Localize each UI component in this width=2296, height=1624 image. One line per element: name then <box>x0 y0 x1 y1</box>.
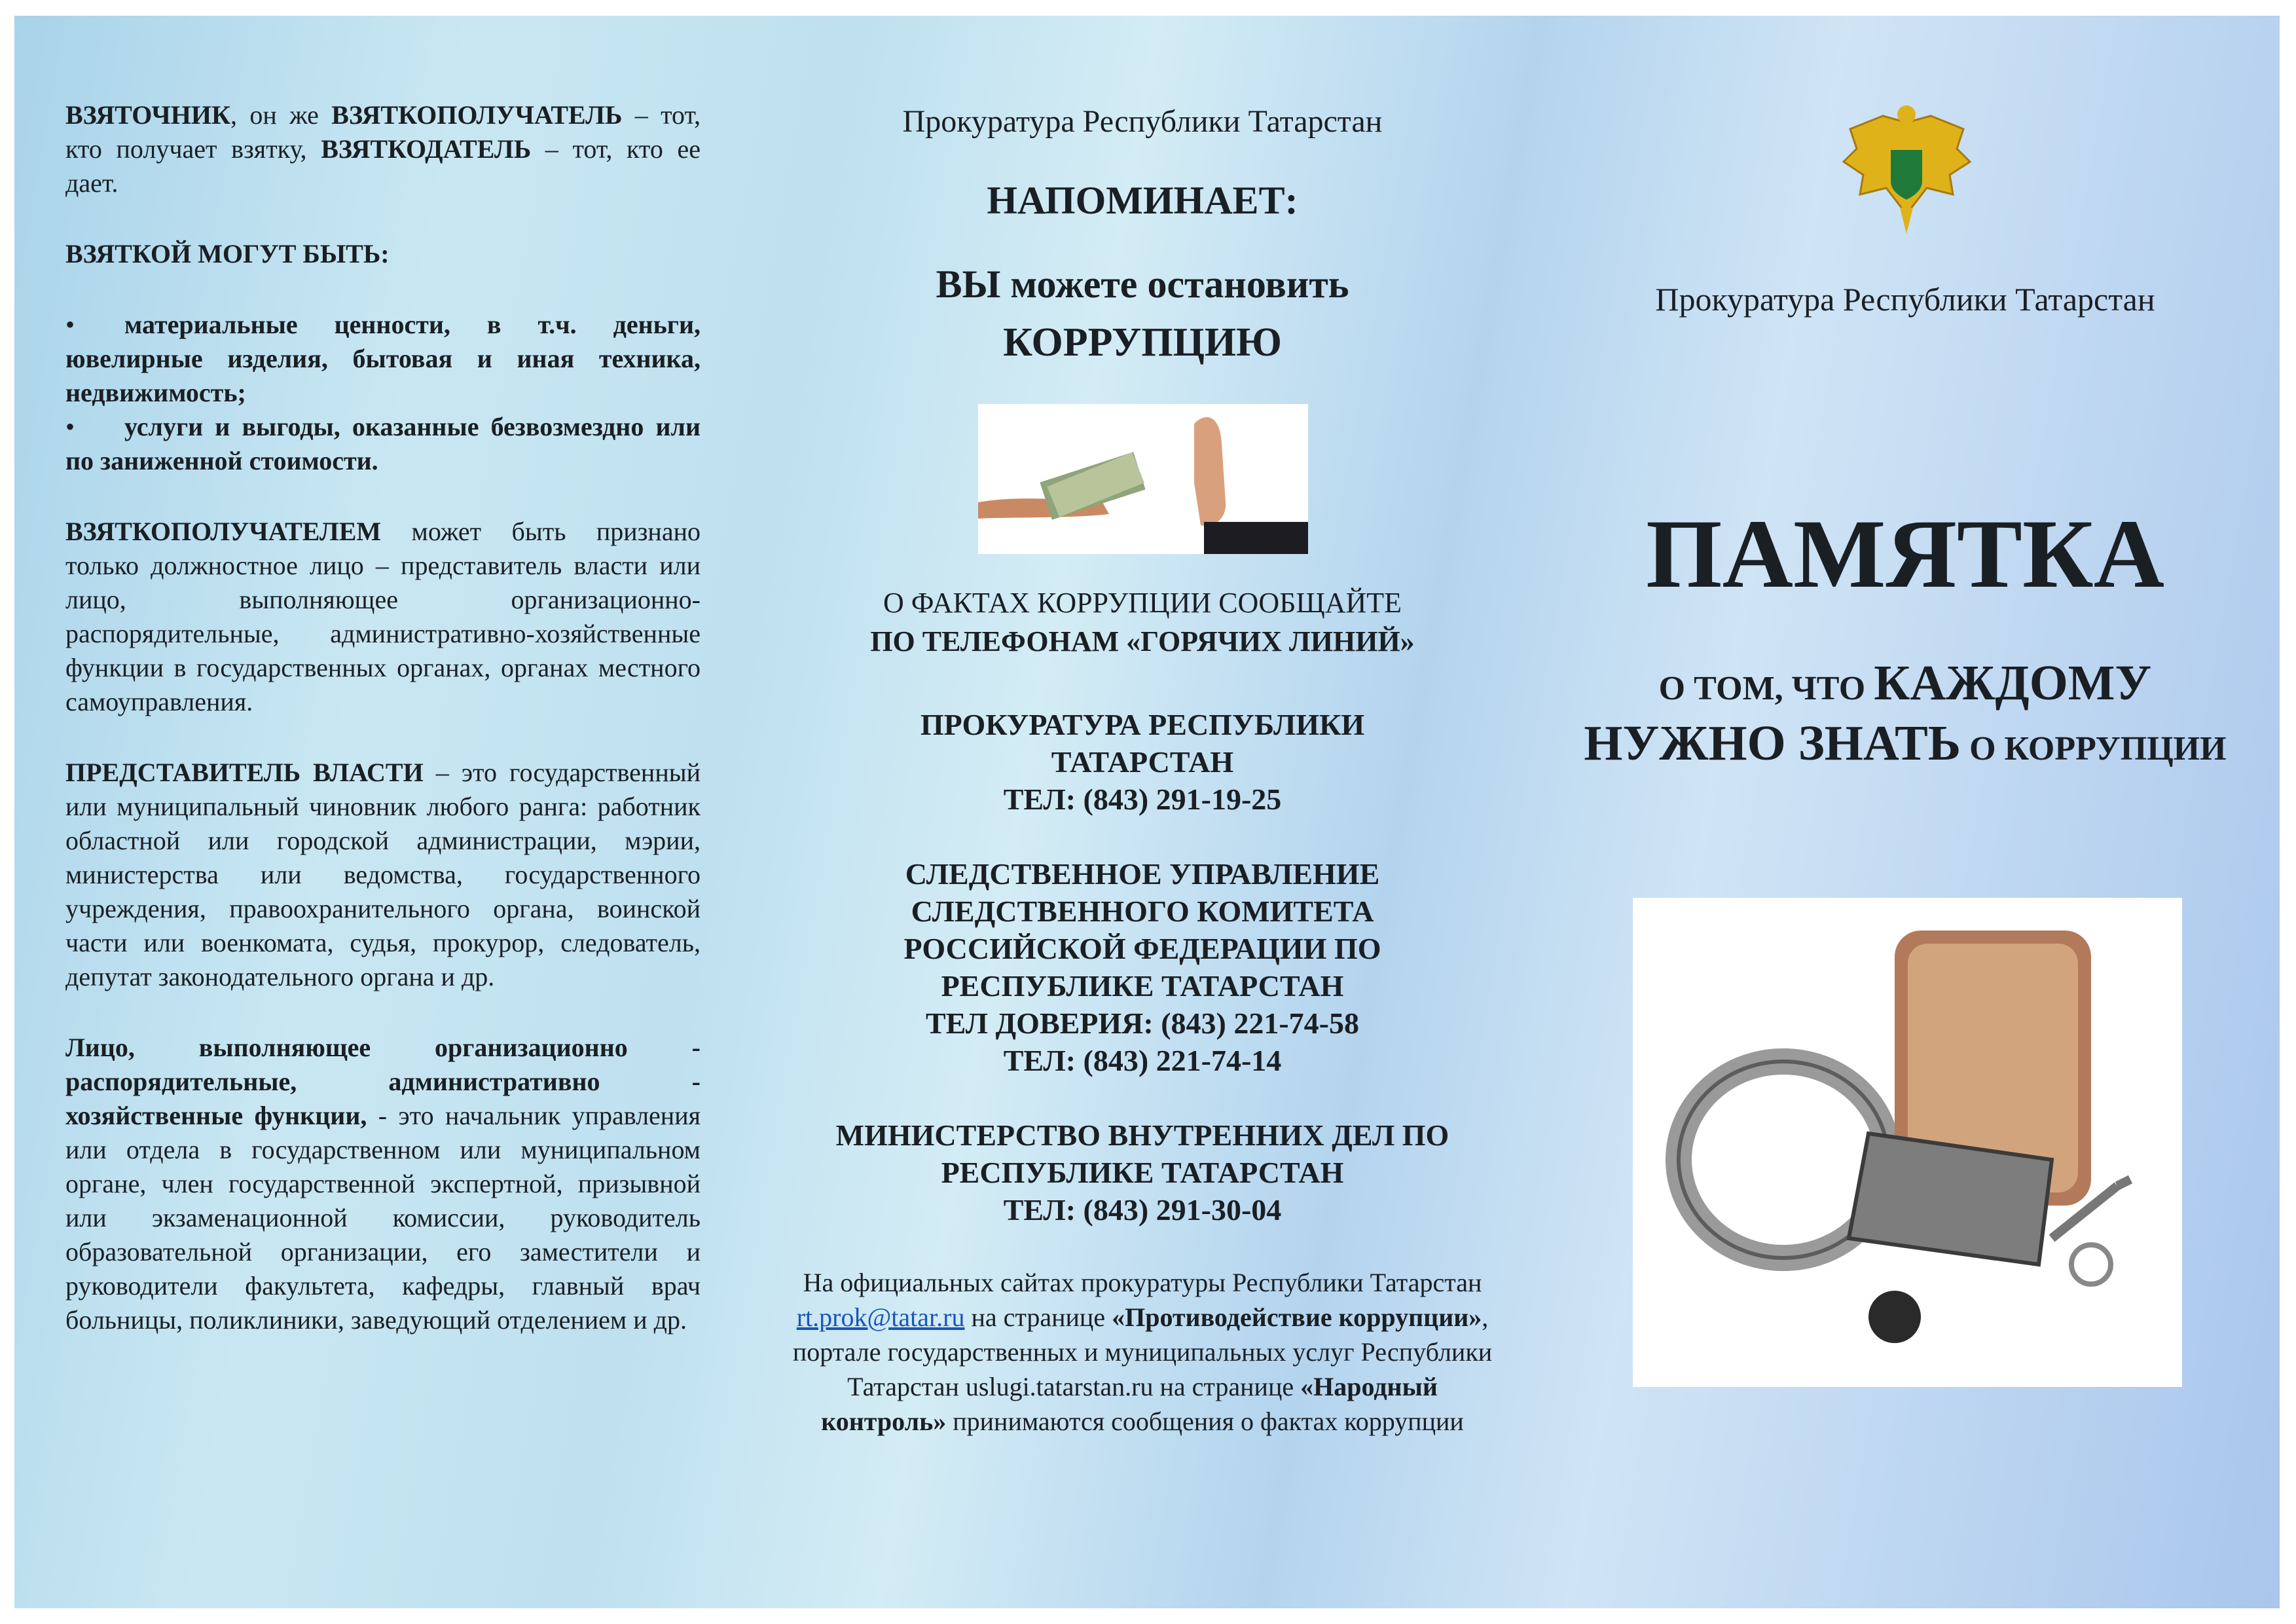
contact-line: ПРОКУРАТУРА РЕСПУБЛИКИ <box>920 708 1365 741</box>
list-item-text: услуги и выгоды, оказанные безвозмездно или по заниженной стоимости. <box>65 412 701 475</box>
contact-line: РЕСПУБЛИКЕ ТАТАРСТАН <box>941 1156 1344 1189</box>
text: может быть признано только должностное лицо – представитель власти или лицо, выполняющее организационно-распорядительные, административно-хозяйственные функции в государственных органах, органах местного самоуправления. <box>65 517 701 716</box>
text: НУЖНО ЗНАТЬ <box>1584 716 1961 771</box>
text: на странице <box>964 1302 1112 1332</box>
reminds-heading: НАПОМИНАЕТ: <box>987 179 1298 222</box>
term: ВЗЯТОЧНИК <box>65 100 231 130</box>
contact-line: ТАТАРСТАН <box>1051 745 1234 779</box>
subtitle-line-2 <box>1525 715 2285 772</box>
contact-interior-ministry <box>786 1116 1499 1228</box>
text: принимаются сообщения о фактах коррупции <box>946 1407 1464 1436</box>
definition-official <box>65 1031 701 1337</box>
text: – тот, кто получает взятку, <box>65 100 701 164</box>
contact-investigative-committee <box>786 855 1499 1079</box>
definition-bribe-taker <box>65 98 701 200</box>
list-item-text: материальные ценности, в т.ч. деньги, ювелирные изделия, бытовая и иная техника, недвижимость; <box>65 310 701 407</box>
slogan-line-1: ВЫ можете остановить <box>936 263 1349 306</box>
contact-line: РОССИЙСКОЙ ФЕДЕРАЦИИ ПО <box>903 932 1381 965</box>
list-item <box>65 410 701 478</box>
term: ВЗЯТКОДАТЕЛЬ <box>321 134 532 164</box>
definitions-column <box>65 98 701 1374</box>
contact-phone[interactable]: ТЕЛ: (843) 221-74-14 <box>1003 1044 1282 1077</box>
email-link[interactable]: rt.prok@tatar.ru <box>796 1302 965 1332</box>
report-line-2: ПО ТЕЛЕФОНАМ «ГОРЯЧИХ ЛИНИЙ» <box>870 625 1415 657</box>
definition-recipient <box>65 515 701 719</box>
term: Лицо, выполняющее организационно - распорядительные, административно - хозяйственные функции, <box>65 1033 701 1130</box>
term: ВЗЯТКОПОЛУЧАТЕЛЬ <box>331 100 623 130</box>
text: На официальных сайтах прокуратуры Республики Татарстан <box>803 1268 1482 1297</box>
handcuffs-money-image <box>1633 898 2182 1387</box>
contacts-column <box>786 0 1499 1624</box>
bribe-types <box>65 237 701 271</box>
term: ПРЕДСТАВИТЕЛЬ ВЛАСТИ <box>65 758 424 787</box>
page-name: «Противодействие коррупции» <box>1112 1302 1482 1332</box>
text: О КОРРУПЦИИ <box>1961 730 2227 767</box>
cover-column <box>1525 0 2285 1624</box>
text: О ТОМ, ЧТО <box>1658 670 1874 707</box>
definition-authority <box>65 756 701 994</box>
text: КАЖДОМУ <box>1874 655 2152 710</box>
term: ВЗЯТКОПОЛУЧАТЕЛЕМ <box>65 517 382 546</box>
text: - это начальник управления или отдела в государственном или муниципальном органе, член государственной экспертной, призывной или экзаменационной комиссии, руководитель образовательной организации, его заместители и руководители факультета, кафедры, главный врач больницы, поликлиники, заведующий отделением и др. <box>65 1101 701 1335</box>
list-item <box>65 308 701 410</box>
section-heading: ВЗЯТКОЙ МОГУТ БЫТЬ: <box>65 239 390 268</box>
text: – тот, кто ее дает. <box>65 134 701 198</box>
contact-phone[interactable]: ТЕЛ: (843) 291-30-04 <box>1003 1193 1282 1227</box>
text: , портале государственных и муниципальных услуг Республики Татарстан uslugi.tatarstan.ru на странице <box>792 1302 1493 1401</box>
online-reporting-note <box>792 1265 1493 1439</box>
bribe-refusal-image <box>978 404 1308 554</box>
contact-line: СЛЕДСТВЕННОГО КОМИТЕТА <box>911 895 1374 928</box>
organization-name: Прокуратура Республики Татарстан <box>902 104 1383 139</box>
contact-line: СЛЕДСТВЕННОЕ УПРАВЛЕНИЕ <box>905 857 1380 891</box>
text: , он же <box>230 100 332 130</box>
organization-name: Прокуратура Республики Татарстан <box>1655 281 2155 318</box>
report-line-1: О ФАКТАХ КОРРУПЦИИ СООБЩАЙТЕ <box>883 587 1402 619</box>
page-name: «Народный контроль» <box>821 1372 1438 1436</box>
contact-line: МИНИСТЕРСТВО ВНУТРЕННИХ ДЕЛ ПО <box>835 1118 1449 1152</box>
bribe-types-list <box>65 308 701 478</box>
contact-phone[interactable]: ТЕЛ: (843) 291-19-25 <box>1003 783 1282 816</box>
brochure-title: ПАМЯТКА <box>1645 500 2165 608</box>
emblem-icon <box>1837 103 1977 234</box>
subtitle-line-1 <box>1525 655 2285 712</box>
slogan-line-2: КОРРУПЦИЮ <box>1003 320 1282 365</box>
contact-line: РЕСПУБЛИКЕ ТАТАРСТАН <box>941 969 1344 1003</box>
text: – это государственный или муниципальный чиновник любого ранга: работник областной или городской администрации, мэрии, министерства или ведомства, государственного учреждения, правоохранительного органа, воинской части или военкомата, судья, прокурор, следователь, депутат законодательного органа и др. <box>65 758 701 991</box>
contact-phone[interactable]: ТЕЛ ДОВЕРИЯ: (843) 221-74-58 <box>925 1006 1359 1040</box>
contact-prosecutor <box>786 706 1499 818</box>
